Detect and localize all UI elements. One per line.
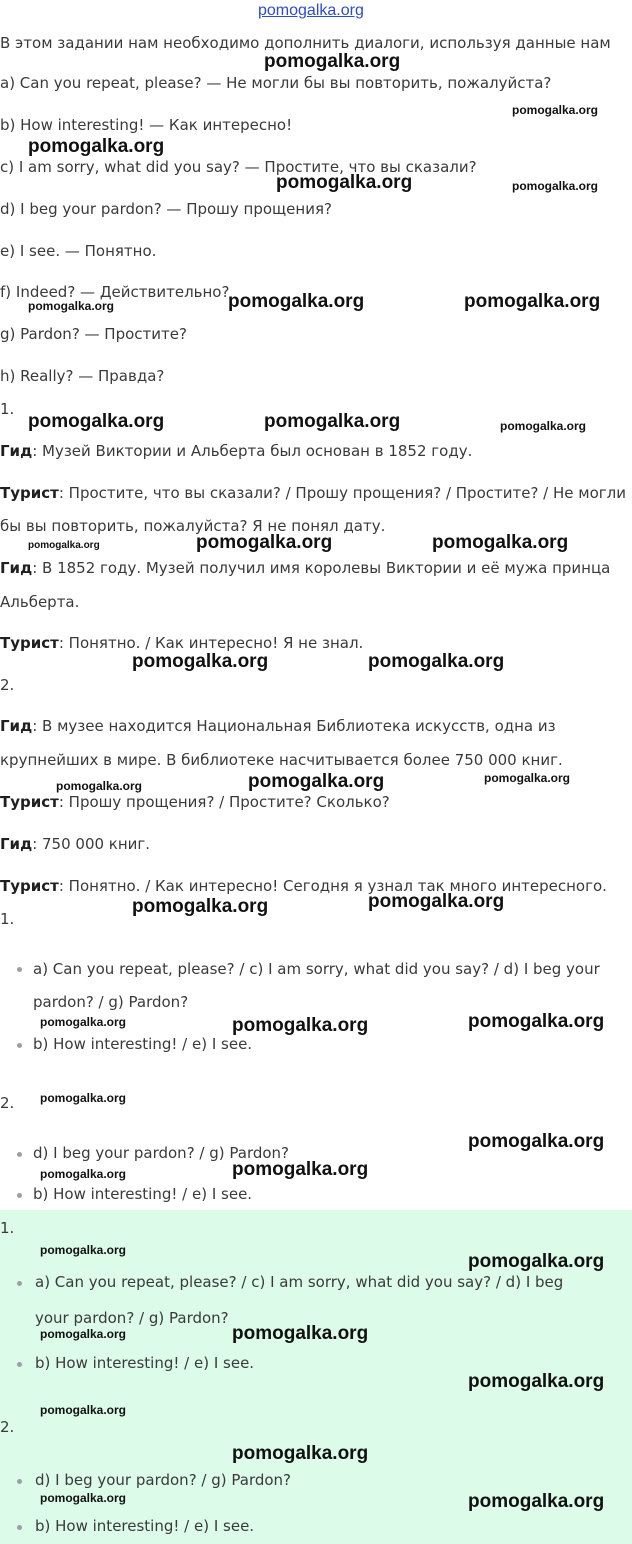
phrase-e: e) I see. — Понятно. — [0, 242, 157, 260]
dialogue2-tourist2 — [0, 876, 607, 896]
answer-number-1: 1. — [0, 1219, 15, 1237]
answer-1-item-b: b) How interesting! / e) I see. — [35, 1354, 255, 1372]
watermark: pomogalka.org — [468, 1011, 605, 1032]
bullet-icon — [17, 967, 22, 972]
bullet-icon — [17, 1362, 22, 1367]
watermark: pomogalka.org — [132, 651, 269, 672]
watermark: pomogalka.org — [484, 771, 571, 785]
guide-label: Гид — [0, 717, 33, 735]
bullet-icon — [17, 1281, 22, 1286]
tourist-label: Турист — [0, 484, 59, 502]
watermark: pomogalka.org — [468, 1371, 605, 1392]
phrase-a: a) Can you repeat, please? — Не могли бы вы повторить, пожалуйста? — [0, 74, 552, 92]
summary-2-item-a: d) I beg your pardon? / g) Pardon? — [33, 1144, 290, 1162]
dialogue-text: : В музее находится Национальная Библиотека искусств, одна из — [32, 717, 556, 735]
watermark: pomogalka.org — [40, 1091, 127, 1105]
watermark: pomogalka.org — [40, 1015, 127, 1029]
dialogue2-number: 2. — [0, 676, 15, 694]
summary-1-item-a: a) Can you repeat, please? / c) I am sorry, what did you say? / d) I beg your — [33, 960, 600, 978]
answer-2-item-a: d) I beg your pardon? / g) Pardon? — [35, 1471, 292, 1489]
guide-label: Гид — [0, 835, 33, 853]
watermark: pomogalka.org — [368, 891, 505, 912]
watermark: pomogalka.org — [512, 103, 599, 117]
dialogue1-guide2-cont: Альберта. — [0, 593, 80, 611]
dialogue1-tourist2 — [0, 633, 363, 653]
dialogue1-number: 1. — [0, 400, 15, 418]
phrase-f: f) Indeed? — Действительно? — [0, 283, 230, 301]
answer-1-item-a: a) Can you repeat, please? / c) I am sorry, what did you say? / d) I beg — [35, 1273, 564, 1291]
dialogue2-guide1 — [0, 716, 556, 736]
watermark: pomogalka.org — [196, 532, 333, 553]
answer-number-2: 2. — [0, 1418, 15, 1436]
watermark: pomogalka.org — [264, 411, 401, 432]
dialogue1-tourist1-cont: бы вы повторить, пожалуйста? Я не понял дату. — [0, 517, 386, 535]
watermark: pomogalka.org — [232, 1323, 369, 1344]
bullet-icon — [17, 1043, 22, 1048]
dialogue-text: : В 1852 году. Музей получил имя королевы Виктории и её мужа принца — [32, 559, 611, 577]
site-link[interactable]: pomogalka.org — [258, 2, 364, 19]
dialogue-text: : Прошу прощения? / Простите? Сколько? — [58, 793, 390, 811]
dialogue2-tourist1 — [0, 792, 390, 812]
dialogue-text: : Понятно. / Как интересно! Я не знал. — [58, 634, 364, 652]
intro-text: В этом задании нам необходимо дополнить диалоги, используя данные нам — [0, 34, 611, 52]
dialogue-text: : 750 000 книг. — [32, 835, 151, 853]
answer-1-item-a-cont: your pardon? / g) Pardon? — [35, 1309, 229, 1327]
watermark: pomogalka.org — [56, 779, 143, 793]
summary-number-1: 1. — [0, 910, 15, 928]
watermark: pomogalka.org — [432, 532, 569, 553]
watermark: pomogalka.org — [40, 1491, 127, 1505]
watermark: pomogalka.org — [40, 1167, 127, 1181]
tourist-label: Турист — [0, 877, 59, 895]
phrase-h: h) Really? — Правда? — [0, 367, 165, 385]
phrase-b: b) How interesting! — Как интересно! — [0, 116, 293, 134]
watermark: pomogalka.org — [232, 1159, 369, 1180]
phrase-c: c) I am sorry, what did you say? — Простите, что вы сказали? — [0, 158, 477, 176]
dialogue1-guide1 — [0, 441, 472, 461]
watermark: pomogalka.org — [512, 179, 599, 193]
watermark: pomogalka.org — [464, 291, 601, 312]
summary-1-item-a-cont: pardon? / g) Pardon? — [33, 993, 189, 1011]
watermark: pomogalka.org — [232, 1443, 369, 1464]
tourist-label: Турист — [0, 793, 59, 811]
watermark: pomogalka.org — [228, 291, 365, 312]
phrase-d: d) I beg your pardon? — Прошу прощения? — [0, 200, 332, 218]
dialogue2-guide1-cont: крупнейших в мире. В библиотеке насчитывается более 750 000 книг. — [0, 751, 563, 769]
dialogue2-guide2 — [0, 834, 150, 854]
guide-label: Гид — [0, 442, 33, 460]
watermark: pomogalka.org — [28, 411, 165, 432]
watermark: pomogalka.org — [40, 1243, 127, 1257]
summary-2-item-b: b) How interesting! / e) I see. — [33, 1185, 253, 1203]
watermark: pomogalka.org — [468, 1131, 605, 1152]
guide-label: Гид — [0, 559, 33, 577]
dialogue1-guide2 — [0, 558, 610, 578]
dialogue-text: : Простите, что вы сказали? / Прошу прощения? / Простите? / Не могли — [58, 484, 626, 502]
bullet-icon — [17, 1193, 22, 1198]
watermark: pomogalka.org — [368, 651, 505, 672]
watermark: pomogalka.org — [468, 1491, 605, 1512]
watermark: pomogalka.org — [276, 172, 413, 193]
watermark: pomogalka.org — [132, 896, 269, 917]
phrase-g: g) Pardon? — Простите? — [0, 325, 187, 343]
dialogue1-tourist1 — [0, 483, 626, 503]
summary-1-item-b: b) How interesting! / e) I see. — [33, 1035, 253, 1053]
watermark: pomogalka.org — [40, 1327, 127, 1341]
summary-number-2: 2. — [0, 1094, 15, 1112]
tourist-label: Турист — [0, 634, 59, 652]
watermark: pomogalka.org — [28, 299, 115, 313]
watermark: pomogalka.org — [468, 1251, 605, 1272]
watermark: pomogalka.org — [28, 540, 100, 551]
watermark: pomogalka.org — [28, 136, 165, 157]
bullet-icon — [17, 1525, 22, 1530]
watermark: pomogalka.org — [232, 1015, 369, 1036]
watermark: pomogalka.org — [500, 419, 587, 433]
answer-2-item-b: b) How interesting! / e) I see. — [35, 1517, 255, 1535]
watermark: pomogalka.org — [264, 51, 401, 72]
watermark: pomogalka.org — [40, 1403, 127, 1417]
dialogue-text: : Понятно. / Как интересно! Сегодня я узнал так много интересного. — [58, 877, 607, 895]
bullet-icon — [17, 1479, 22, 1484]
dialogue-text: : Музей Виктории и Альберта был основан в 1852 году. — [32, 442, 473, 460]
bullet-icon — [17, 1152, 22, 1157]
watermark: pomogalka.org — [248, 771, 385, 792]
